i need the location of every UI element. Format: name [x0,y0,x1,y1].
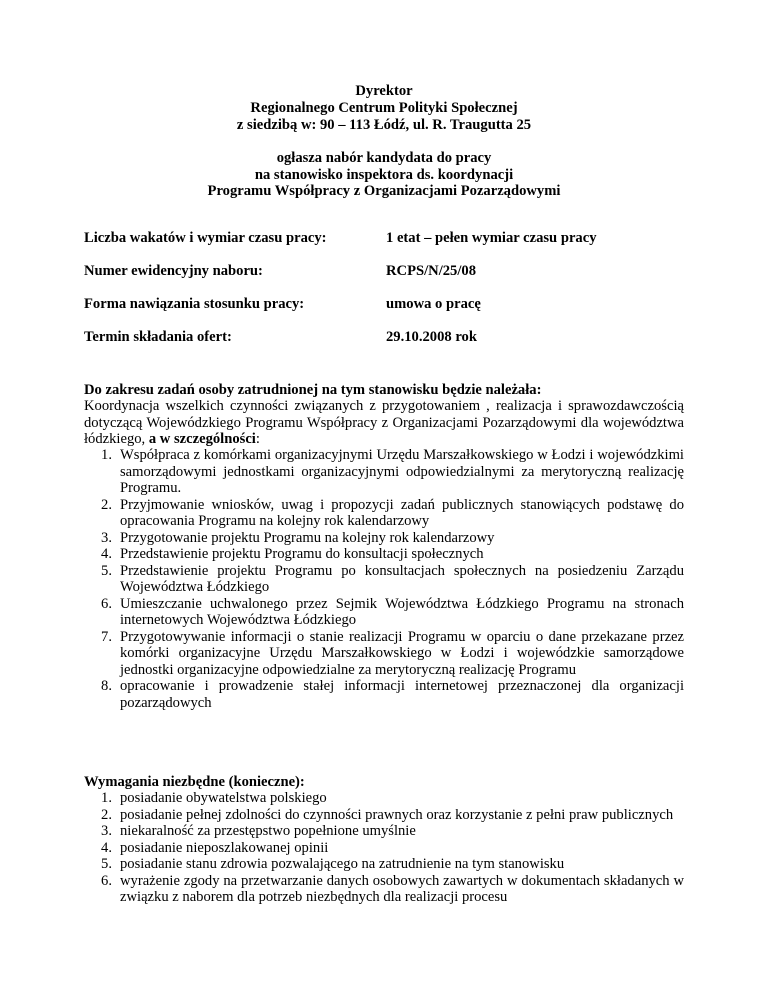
duties-intro-text: Koordynacja wszelkich czynności związanych z przygotowaniem , realizacja i sprawozdawczością dotyczącą Wojewódzkiego Programu Współpracy z Organizacjami Pozarządowymi dla województwa łódzkiego, [84,398,684,447]
list-item-number: 6. [101,872,112,889]
list-item [84,807,684,824]
detail-value: 29.10.2008 rok [386,329,477,345]
list-item [84,596,684,629]
list-item-text: Przedstawienie projektu Programu po konsultacjach społecznych na posiedzeniu Zarządu Województwa Łódzkiego [120,562,684,595]
list-item [84,840,684,857]
list-item-text: posiadanie stanu zdrowia pozwalającego na zatrudnienie na tym stanowisku [120,856,565,872]
announcement-line-2: na stanowisko inspektora ds. koordynacji [254,167,514,183]
detail-label: Termin składania ofert: [84,329,232,345]
detail-value: umowa o pracę [386,296,481,312]
header-line-1: Dyrektor [355,83,413,99]
header-line-2: Regionalnego Centrum Polityki Społecznej [250,100,518,116]
duties-list [84,447,684,711]
list-item-number: 5. [101,562,112,579]
list-item [84,629,684,679]
list-item-text: posiadanie pełnej zdolności do czynności prawnych oraz korzystanie z pełni praw publicznych [120,806,674,823]
list-item-number: 6. [101,595,112,612]
detail-label: Liczba wakatów i wymiar czasu pracy: [84,230,327,246]
list-item-text: Przyjmowanie wniosków, uwag i propozycji zadań publicznych stanowiących podstawę do opracowania Programu na kolejny rok kalendarzowy [120,496,684,529]
announcement-line-1: ogłasza nabór kandydata do pracy [276,150,492,166]
list-item-text: posiadanie nieposzlakowanej opinii [120,839,329,856]
list-item-number: 1. [101,447,112,463]
list-item-number: 5. [101,856,112,872]
list-item [84,563,684,596]
list-item [84,678,684,711]
list-item-text: wyrażenie zgody na przetwarzanie danych osobowych zawartych w dokumentach składanych w związku z naborem dla potrzeb niezbędnych dla realizacji procesu [120,872,684,905]
list-item-number: 4. [101,839,112,856]
detail-label: Numer ewidencyjny naboru: [84,263,263,279]
list-item-number: 8. [101,678,112,694]
announcement-line-3: Programu Współpracy z Organizacjami Pozarządowymi [207,183,561,199]
list-item-text: opracowanie i prowadzenie stałej informacji internetowej przeznaczonej dla organizacji pozarządowych [120,678,684,711]
list-item [84,856,684,873]
duties-intro-bold: a w szczególności [148,431,256,447]
list-item [84,823,684,840]
list-item-number: 4. [101,546,112,562]
header-line-3: z siedzibą w: 90 – 113 Łódź, ul. R. Traugutta 25 [236,117,532,133]
duties-heading: Do zakresu zadań osoby zatrudnionej na tym stanowisku będzie należała: [84,382,542,398]
list-item-text: Przygotowywanie informacji o stanie realizacji Programu w oparciu o dane przekazane przez komórki organizacyjne Urzędu Marszałkowskiego w Łodzi i wojewódzkie samorządowe jednostki organizacyjne odpowiedzialne za merytoryczną realizację Programu [120,628,684,678]
list-item-number: 3. [101,529,112,546]
list-item-text: Przedstawienie projektu Programu do konsultacji społecznych [120,546,484,562]
list-item-text: niekaralność za przestępstwo popełnione umyślnie [120,823,416,839]
list-item [84,497,684,530]
detail-value: 1 etat – pełen wymiar czasu pracy [386,230,597,246]
list-item-number: 2. [101,496,112,513]
detail-label: Forma nawiązania stosunku pracy: [84,296,305,312]
list-item-text: Przygotowanie projektu Programu na kolejny rok kalendarzowy [120,529,495,546]
list-item [84,546,684,563]
list-item [84,873,684,906]
duties-intro-end: : [255,431,260,447]
duties-intro [84,398,684,448]
list-item-number: 7. [101,628,112,645]
list-item-text: Umieszczanie uchwalonego przez Sejmik Województwa Łódzkiego Programu na stronach internetowych Województwa Łódzkiego [120,595,684,628]
requirements-list [84,790,684,906]
list-item-text: posiadanie obywatelstwa polskiego [120,790,327,806]
list-item-text: Współpraca z komórkami organizacyjnymi Urzędu Marszałkowskiego w Łodzi i wojewódzkimi samorządowymi jednostkami organizacyjnymi odpowiedzialnymi za merytoryczną realizację Programu. [120,447,684,496]
list-item-number: 2. [101,806,112,823]
list-item [84,447,684,497]
requirements-heading: Wymagania niezbędne (konieczne): [84,774,305,790]
list-item-number: 1. [101,790,112,806]
list-item-number: 3. [101,823,112,839]
list-item [84,790,684,807]
detail-value: RCPS/N/25/08 [386,263,476,279]
list-item [84,530,684,547]
